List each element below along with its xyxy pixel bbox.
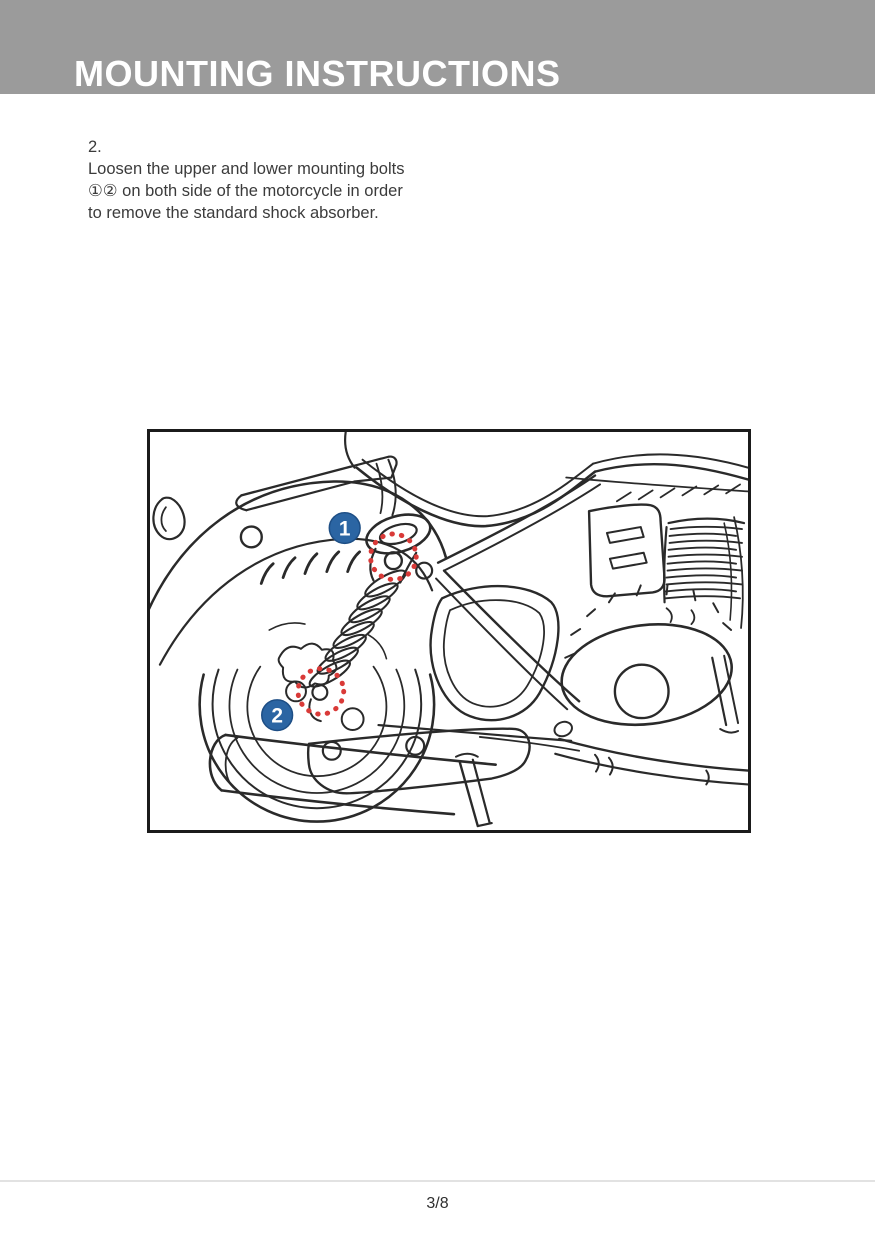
instruction-line: Loosen the upper and lower mounting bolts	[88, 160, 405, 178]
bolt-highlight-circle-2	[298, 669, 344, 715]
header-band	[0, 0, 875, 94]
callout-marker-2	[262, 700, 293, 731]
motorcycle-line-art	[150, 432, 748, 826]
upper-mounting-bolt	[385, 552, 402, 569]
page-title: MOUNTING INSTRUCTIONS	[74, 53, 561, 94]
callout-2-label: 2	[271, 704, 283, 728]
footer-divider	[0, 1180, 875, 1182]
motorcycle-line-drawing	[150, 432, 748, 830]
figure-frame	[147, 429, 751, 833]
instruction-step-number: 2.	[88, 138, 102, 156]
page-indicator: 3/8	[426, 1195, 449, 1212]
callout-1-label: 1	[338, 517, 351, 541]
instruction-line: ①② on both side of the motorcycle in order	[88, 182, 403, 200]
callout-marker-1	[329, 513, 360, 544]
instruction-block	[88, 136, 488, 224]
instruction-line: to remove the standard shock absorber.	[88, 204, 379, 222]
lower-mounting-bolt	[312, 685, 327, 700]
